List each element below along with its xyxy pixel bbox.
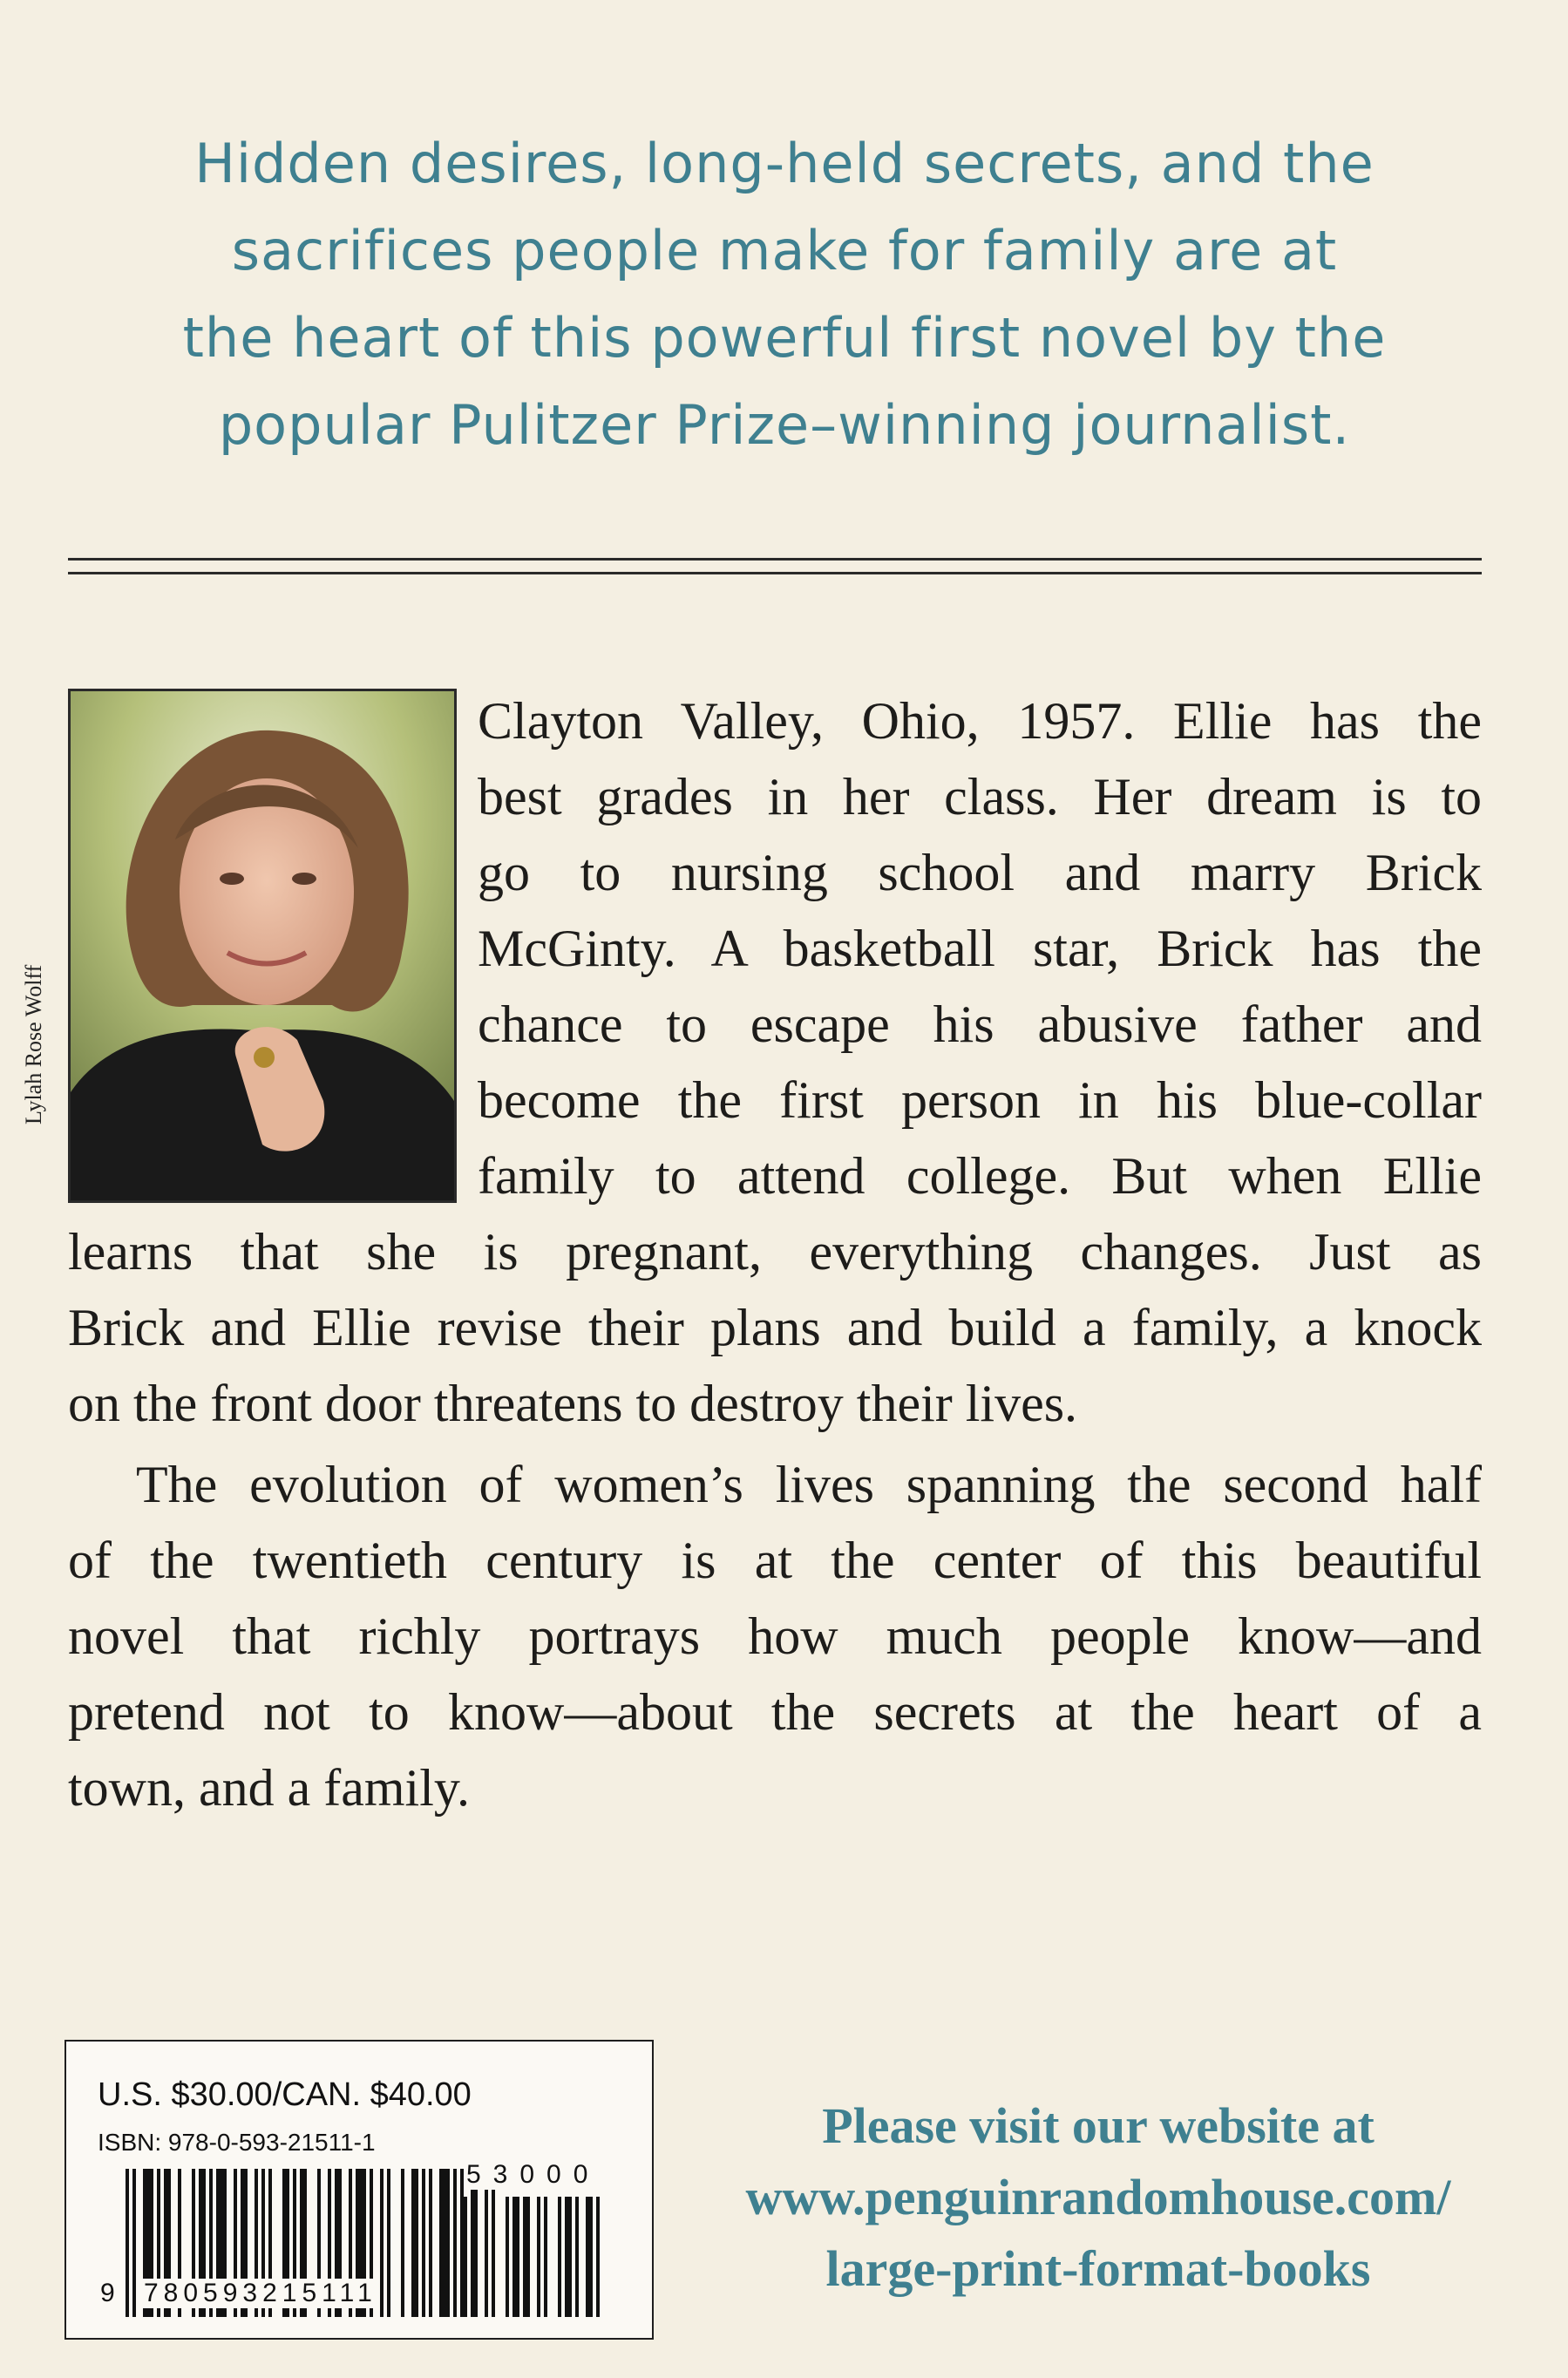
barcode-bar (558, 2197, 561, 2317)
barcode-box (64, 2040, 654, 2340)
barcode-bar (126, 2169, 129, 2317)
barcode-addon-digits: 53000 (464, 2160, 602, 2190)
barcode-bar (512, 2197, 519, 2317)
synopsis-line: novel that richly portrays how much people know—and (68, 1607, 1482, 1665)
barcode-bar (586, 2197, 593, 2317)
synopsis-line: learns that she is pregnant, everything changes. Just as (68, 1223, 1482, 1281)
website-line: www.penguinrandomhouse.com/ (745, 2169, 1451, 2225)
barcode-bar (471, 2197, 478, 2317)
website-notice (662, 2090, 1534, 2305)
barcode-bar (506, 2197, 509, 2317)
barcode-lead-digit: 9 (98, 2279, 118, 2308)
divider-bottom (68, 572, 1482, 574)
barcode-bar (523, 2197, 530, 2317)
synopsis-line: best grades in her class. Her dream is to (478, 768, 1482, 826)
tagline-line: Hidden desires, long-held secrets, and the (194, 132, 1375, 195)
tagline-line: the heart of this powerful first novel by the (182, 306, 1387, 370)
synopsis-line: on the front door threatens to destroy their lives. (68, 1375, 1078, 1432)
synopsis-line: Brick and Ellie revise their plans and build a family, a knock (68, 1299, 1482, 1356)
barcode-bar (575, 2197, 579, 2317)
barcode-bar (387, 2169, 390, 2317)
synopsis-line: family to attend college. But when Ellie (478, 1147, 1482, 1205)
synopsis-line: go to nursing school and marry Brick (478, 844, 1482, 901)
barcode-bar (132, 2169, 136, 2317)
divider-top (68, 558, 1482, 561)
addon-barcode (464, 2197, 610, 2317)
barcode-bar (429, 2169, 432, 2317)
barcode-bar (537, 2197, 540, 2317)
barcode-bar (492, 2197, 495, 2317)
synopsis-line: chance to escape his abusive father and (478, 995, 1482, 1053)
barcode-bar (544, 2197, 547, 2317)
barcode-bar (464, 2197, 467, 2317)
synopsis-paragraph-2 (68, 1447, 1482, 1826)
tagline (105, 120, 1464, 469)
synopsis-line: town, and a family. (68, 1759, 470, 1817)
synopsis-line: become the first person in his blue-collar (478, 1071, 1482, 1129)
price-label: U.S. $30.00/CAN. $40.00 (98, 2076, 472, 2113)
isbn-label: ISBN: 978-0-593-21511-1 (98, 2129, 376, 2156)
synopsis-paragraph-1 (68, 683, 1482, 1442)
barcode-bar (401, 2169, 404, 2317)
website-line: Please visit our website at (822, 2097, 1375, 2154)
barcode-bar (485, 2197, 488, 2317)
barcode-bar (565, 2197, 572, 2317)
barcode-bar (439, 2169, 450, 2317)
barcode-bar (380, 2169, 384, 2317)
barcode-digits: 780593215111 (141, 2279, 380, 2308)
synopsis-line: The evolution of women’s lives spanning the second half (136, 1456, 1482, 1513)
barcode-bar (422, 2169, 425, 2317)
tagline-line: sacrifices people make for family are at (231, 219, 1338, 282)
website-line: large-print-format-books (825, 2240, 1371, 2297)
synopsis-line: McGinty. A basketball star, Brick has the (478, 920, 1482, 977)
photo-credit: Lylah Rose Wolff (21, 964, 46, 1124)
synopsis-line: of the twentieth century is at the center of this beautiful (68, 1532, 1482, 1589)
tagline-line: popular Pulitzer Prize–winning journalist. (218, 393, 1351, 457)
barcode-bar (453, 2169, 457, 2317)
synopsis-line: pretend not to know—about the secrets at the heart of a (68, 1683, 1482, 1741)
barcode-bar (596, 2197, 600, 2317)
barcode-bar (411, 2169, 418, 2317)
synopsis-line: Clayton Valley, Ohio, 1957. Ellie has the (478, 692, 1482, 750)
